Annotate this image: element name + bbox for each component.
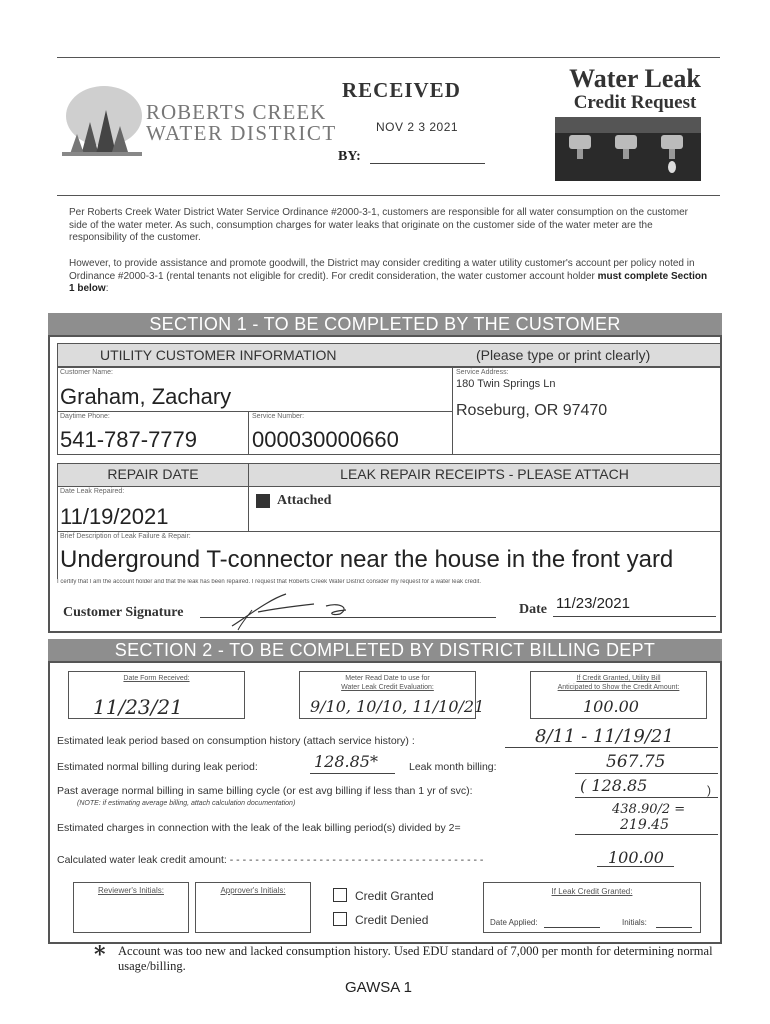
received-by-line <box>370 163 485 164</box>
section1-heading: SECTION 1 - TO BE COMPLETED BY THE CUSTOMER <box>48 313 722 335</box>
form-title-line2: Credit Request <box>573 92 697 113</box>
service-address-label: Service Address: <box>456 369 509 376</box>
customer-name-field[interactable] <box>57 367 453 412</box>
received-date: NOV 2 3 2021 <box>376 120 459 134</box>
leak-period-value: 8/11 - 11/19/21 <box>535 726 674 747</box>
credit-denied-label: Credit Denied <box>355 913 429 927</box>
repair-date-heading: REPAIR DATE <box>57 463 249 487</box>
meter-read-value: 9/10, 10/10, 11/10/21 <box>310 697 485 716</box>
credit-amount-calc-label: Calculated water leak credit amount: - - - - - - - - - - - - - - - - - - - - - - - - - - - - - - - - - - - - - - - - <box>57 854 484 866</box>
utility-info-label: UTILITY CUSTOMER INFORMATION <box>100 347 337 363</box>
phone-label: Daytime Phone: <box>60 413 110 420</box>
date-received-box[interactable] <box>68 671 245 719</box>
service-number-field[interactable] <box>248 411 453 455</box>
header-rule <box>57 195 720 196</box>
customer-signature-image <box>228 586 378 636</box>
credit-amount-label-2: Anticipated to Show the Credit Amount: <box>557 684 680 691</box>
credit-amount-box[interactable] <box>530 671 707 719</box>
intro-paragraph-1: Per Roberts Creek Water District Water Service Ordinance #2000-3-1, customers are responsible for all water consumption on the customer side of the water meter. As such, consumption charges for water leaks that originate on the customer side of the water meter are the responsibility of the customer. <box>69 207 688 243</box>
meter-read-label-2: Water Leak Credit Evaluation: <box>341 684 434 691</box>
leak-charges-label: Estimated charges in connection with the leak of the leak billing period(s) divided by 2= <box>57 822 461 834</box>
faucet-photo <box>555 117 701 181</box>
description-value: Underground T-connector near the house in the front yard <box>60 546 674 573</box>
date-received-value: 11/23/21 <box>93 695 183 719</box>
credit-denied-checkbox[interactable] <box>333 912 347 926</box>
description-field[interactable] <box>57 531 721 579</box>
date-line[interactable] <box>553 616 716 617</box>
past-average-line[interactable] <box>575 797 718 798</box>
form-code: GAWSA 1 <box>345 979 412 996</box>
normal-billing-line[interactable] <box>310 773 395 774</box>
date-received-label: Date Form Received: <box>123 675 190 682</box>
customer-name-value: Graham, Zachary <box>60 384 232 409</box>
approver-initials-box[interactable] <box>195 882 311 933</box>
normal-billing-value: 128.85* <box>314 752 378 771</box>
leak-charges-line[interactable] <box>575 834 718 835</box>
estimating-note: (NOTE: if estimating average billing, attach calculation documentation) <box>77 800 296 807</box>
address-line1: 180 Twin Springs Ln <box>456 378 556 390</box>
initials-label: Initials: <box>622 918 647 927</box>
signed-date-value: 11/23/2021 <box>556 595 630 612</box>
initials-line[interactable] <box>656 927 692 928</box>
intro-paragraph-2: However, to provide assistance and promote goodwill, the District may consider crediting a water utility customer's account per policy noted in Ordinance #2000-3-1 (rental tenants not eligible for credit). For credit consideration, the water customer account holder must complete Section 1 below: <box>69 258 708 294</box>
date-repaired-value: 11/19/2021 <box>60 504 169 529</box>
footnote-text: Account was too new and lacked consumption history. Used EDU standard of 7,000 per month for determining normal usage/billing. <box>118 944 713 973</box>
date-repaired-field[interactable] <box>57 486 249 532</box>
if-granted-label: If Leak Credit Granted: <box>551 887 633 896</box>
receipts-heading: LEAK REPAIR RECEIPTS - PLEASE ATTACH <box>248 463 721 487</box>
credit-amount-label-1: If Credit Granted, Utility Bill <box>576 675 661 682</box>
footnote-star: * <box>94 942 106 968</box>
attached-label: Attached <box>277 493 332 508</box>
org-name-line1: ROBERTS CREEK <box>146 100 327 124</box>
phone-value: 541-787-7779 <box>60 427 198 452</box>
date-repaired-label: Date Leak Repaired: <box>60 488 125 495</box>
received-stamp: RECEIVED <box>342 78 461 102</box>
calculation-note: 438.90/2 = <box>612 802 686 817</box>
certify-statement: I certify that I am the account holder and that the leak has been repaired. I request that Roberts Creek Water District consider my request for a water leak credit. <box>57 579 481 585</box>
received-by-label: BY: <box>338 149 361 164</box>
credit-amount-value: 100.00 <box>583 697 639 716</box>
meter-read-label-1: Meter Read Date to use for <box>345 675 430 682</box>
service-number-value: 000030000660 <box>252 427 399 452</box>
address-line2: Roseburg, OR 97470 <box>456 402 608 419</box>
receipts-area <box>248 486 721 532</box>
utility-info-band <box>57 343 721 367</box>
print-clearly-note: (Please type or print clearly) <box>476 347 651 363</box>
past-average-label: Past average normal billing in same billing cycle (or est avg billing if less than 1 yr of svc): <box>57 785 473 797</box>
service-address-field[interactable] <box>452 367 721 455</box>
leak-month-value: 567.75 <box>606 752 666 772</box>
date-applied-line[interactable] <box>544 927 600 928</box>
org-name-line2: WATER DISTRICT <box>146 121 337 145</box>
leak-period-label: Estimated leak period based on consumption history (attach service history) : <box>57 735 415 747</box>
service-number-label: Service Number: <box>252 413 305 420</box>
past-average-value: ( 128.85 <box>580 776 648 795</box>
reviewer-initials-box[interactable] <box>73 882 189 933</box>
customer-name-label: Customer Name: <box>60 369 113 376</box>
leak-period-line[interactable] <box>505 747 718 748</box>
date-label: Date <box>519 602 547 617</box>
top-rule <box>57 57 720 58</box>
if-granted-box[interactable] <box>483 882 701 933</box>
attached-checkbox[interactable] <box>256 494 270 508</box>
normal-billing-label: Estimated normal billing during leak period: <box>57 761 258 773</box>
signature-label: Customer Signature <box>63 605 184 620</box>
tree-logo-icon <box>62 82 144 160</box>
reviewer-initials-label: Reviewer's Initials: <box>98 886 164 895</box>
leak-month-label: Leak month billing: <box>409 761 497 773</box>
credit-granted-checkbox[interactable] <box>333 888 347 902</box>
description-label: Brief Description of Leak Failure & Repair: <box>60 533 191 540</box>
credit-granted-label: Credit Granted <box>355 889 434 903</box>
credit-amount-calc-value: 100.00 <box>608 848 664 867</box>
leak-month-line[interactable] <box>575 773 718 774</box>
meter-read-box[interactable] <box>299 671 485 719</box>
leak-charges-value: 219.45 <box>620 817 669 833</box>
approver-initials-label: Approver's Initials: <box>220 886 286 895</box>
form-title-line1: Water Leak <box>569 64 701 93</box>
past-average-close: ) <box>707 783 711 797</box>
section2-heading: SECTION 2 - TO BE COMPLETED BY DISTRICT BILLING DEPT <box>48 639 722 661</box>
date-applied-label: Date Applied: <box>490 918 538 927</box>
phone-field[interactable] <box>57 411 249 455</box>
